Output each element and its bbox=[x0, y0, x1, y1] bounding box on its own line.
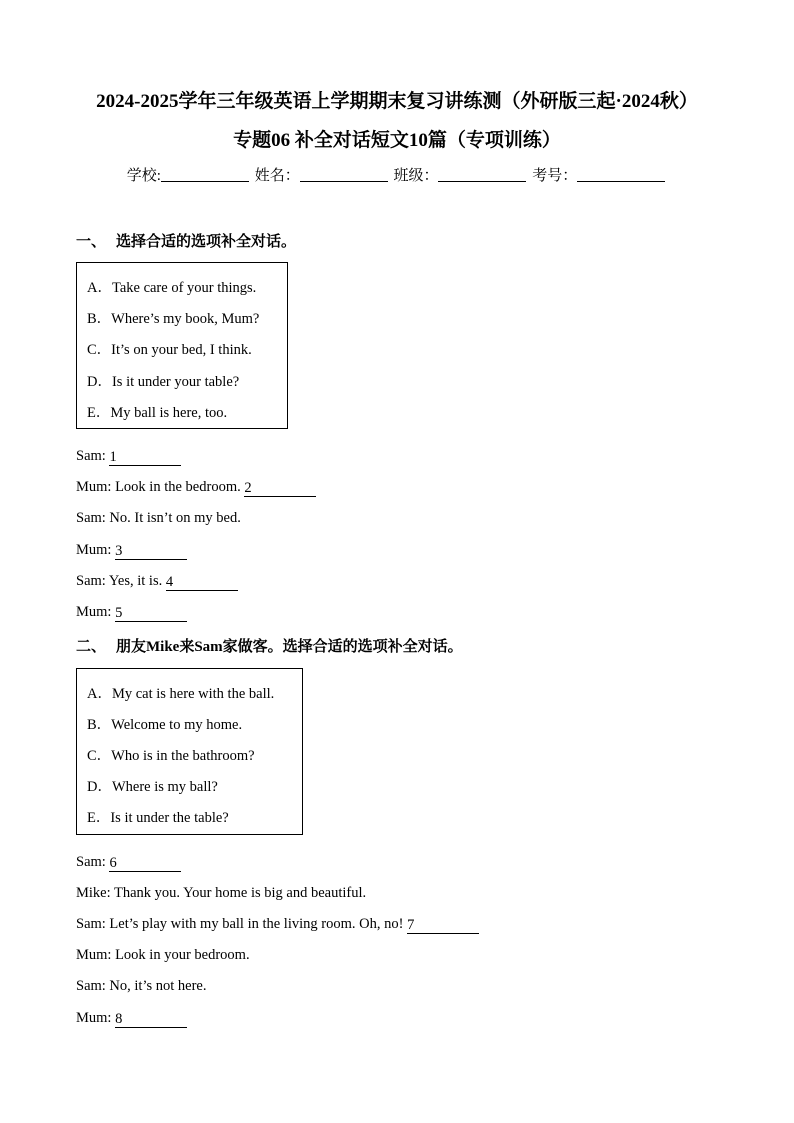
dialogue-line bbox=[76, 604, 187, 622]
name-field[interactable] bbox=[300, 167, 388, 182]
dialogue-line bbox=[76, 854, 181, 872]
option-item: B．Welcome to my home. bbox=[87, 717, 243, 733]
section-2-number: 二、 bbox=[76, 639, 107, 655]
section-2-heading bbox=[76, 635, 463, 656]
answer-blank[interactable]: 1 bbox=[109, 450, 181, 466]
dialogue-text: Mum: bbox=[76, 604, 116, 620]
option-item: C．It’s on your bed, I think. bbox=[87, 342, 252, 358]
dialogue-text: Mum: bbox=[76, 542, 116, 558]
section-1-heading bbox=[76, 230, 296, 251]
answer-blank[interactable]: 2 bbox=[244, 481, 316, 497]
answer-blank[interactable]: 4 bbox=[166, 575, 238, 591]
exam-number-label: 考号： bbox=[532, 168, 578, 184]
answer-blank[interactable]: 7 bbox=[407, 918, 479, 934]
dialogue-line bbox=[76, 542, 187, 560]
dialogue-text: Sam: No, it’s not here. bbox=[76, 978, 207, 994]
section-2-instruction: 朋友Mike来Sam家做客。选择合适的选项补全对话。 bbox=[116, 639, 463, 655]
dialogue-line bbox=[76, 916, 479, 934]
option-item: E．My ball is here, too. bbox=[87, 405, 228, 421]
dialogue-text: Sam: Let’s play with my ball in the living room. Oh, no! bbox=[76, 916, 408, 932]
dialogue-text: Sam: No. It isn’t on my bed. bbox=[76, 510, 241, 526]
dialogue-text: Mum: Look in your bedroom. bbox=[76, 947, 250, 963]
name-label: 姓名： bbox=[254, 168, 300, 184]
dialogue-text: Mike: Thank you. Your home is big and beautiful. bbox=[76, 885, 367, 901]
answer-blank[interactable]: 3 bbox=[115, 544, 187, 560]
dialogue-text: Mum: Look in the bedroom. bbox=[76, 479, 245, 495]
class-field[interactable] bbox=[438, 167, 526, 182]
option-item: A．My cat is here with the ball. bbox=[87, 686, 275, 702]
dialogue-line bbox=[76, 947, 250, 964]
section-1-number: 一、 bbox=[76, 234, 107, 250]
option-item: D．Where is my ball? bbox=[87, 779, 218, 795]
class-label: 班级： bbox=[393, 168, 439, 184]
answer-blank[interactable]: 5 bbox=[115, 606, 187, 622]
dialogue-text: Mum: bbox=[76, 1010, 116, 1026]
school-label: 学校: bbox=[126, 168, 161, 184]
section-1-options-box bbox=[76, 262, 288, 429]
school-field[interactable] bbox=[161, 167, 249, 182]
dialogue-line bbox=[76, 978, 207, 995]
option-item: E．Is it under the table? bbox=[87, 810, 229, 826]
section-2-options-box bbox=[76, 668, 303, 835]
dialogue-line bbox=[76, 1010, 187, 1028]
section-1-instruction: 选择合适的选项补全对话。 bbox=[116, 234, 297, 250]
dialogue-line bbox=[76, 448, 181, 466]
dialogue-text: Sam: bbox=[76, 448, 110, 464]
dialogue-line bbox=[76, 885, 366, 902]
dialogue-text: Sam: Yes, it is. bbox=[76, 573, 166, 589]
page-title: 2024-2025学年三年级英语上学期期末复习讲练测（外研版三起·2024秋） bbox=[96, 91, 698, 112]
dialogue-line bbox=[76, 573, 238, 591]
option-item: B．Where’s my book, Mum? bbox=[87, 311, 260, 327]
exam-number-field[interactable] bbox=[577, 167, 665, 182]
dialogue-line bbox=[76, 510, 241, 527]
option-item: C．Who is in the bathroom? bbox=[87, 748, 255, 764]
student-info-line bbox=[0, 164, 794, 185]
option-item: D．Is it under your table? bbox=[87, 374, 240, 390]
dialogue-line bbox=[76, 479, 316, 497]
answer-blank[interactable]: 6 bbox=[109, 856, 181, 872]
answer-blank[interactable]: 8 bbox=[115, 1012, 187, 1028]
page-subtitle: 专题06 补全对话短文10篇（专项训练） bbox=[233, 130, 561, 151]
option-item: A．Take care of your things. bbox=[87, 280, 257, 296]
dialogue-text: Sam: bbox=[76, 854, 110, 870]
